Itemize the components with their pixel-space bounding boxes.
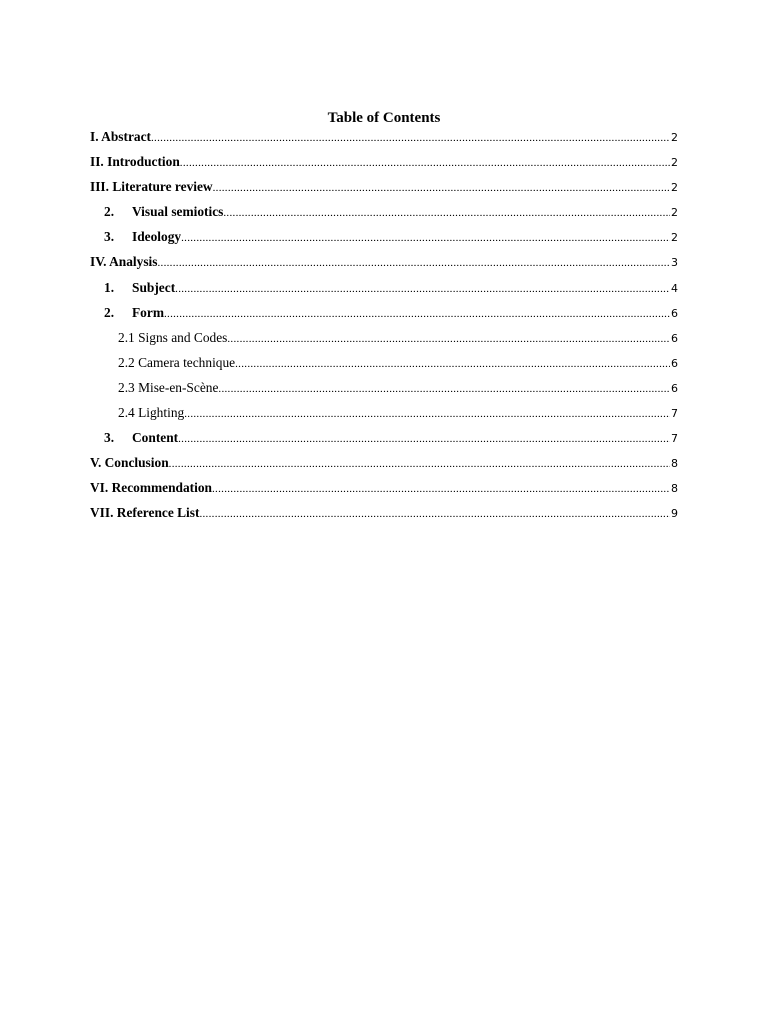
toc-entry-form[interactable] [90,303,678,328]
toc-page-number: 4 [671,281,678,295]
toc-entry-number: 3. [104,229,115,245]
toc-entry-text: V. Conclusion [90,455,169,471]
toc-entry-number: 2. [104,304,115,320]
toc-page-number: 3 [671,256,678,270]
toc-entry-text: II. Introduction [90,154,180,170]
toc-entry-number: 1. [104,279,115,295]
toc-page-number: 8 [671,457,678,471]
dot-leader [181,228,670,248]
toc-entry-text: Form [132,304,164,320]
toc-entry-abstract[interactable] [90,127,678,152]
dot-leader [184,404,670,424]
toc-entry-text: Subject [132,279,176,295]
toc-page-number: 9 [671,507,678,521]
toc-entry-content[interactable] [90,428,678,453]
toc-page-number: 6 [671,331,678,345]
toc-entry-lighting[interactable] [90,403,678,428]
toc-page-number: 7 [671,407,678,421]
toc-entry-text: IV. Analysis [90,254,158,270]
dot-leader [218,379,670,399]
toc-entry-text: 2.1 Signs and Codes [118,329,228,345]
toc-entry-text: I. Abstract [90,129,151,144]
toc-page-number: 7 [671,432,678,446]
toc-entry-camera-technique[interactable] [90,353,678,378]
toc-entry-text: Ideology [132,229,182,245]
toc-entry-text: Visual semiotics [132,204,224,220]
dot-leader [212,479,670,499]
dot-leader [169,454,670,474]
toc-entry-signs-and-codes[interactable] [90,328,678,353]
toc-page-number: 6 [671,381,678,395]
toc-title: Table of Contents [327,110,441,126]
toc-entry-recommendation[interactable] [90,478,678,503]
toc-entry-text: III. Literature review [90,179,213,195]
toc-page-number: 8 [671,482,678,496]
toc-entry-number: 3. [104,430,115,446]
toc-entry-reference-list[interactable] [90,503,678,528]
toc-entry-introduction[interactable] [90,152,678,177]
toc-entry-conclusion[interactable] [90,453,678,478]
dot-leader [175,279,670,299]
toc-entry-text: VII. Reference List [90,505,200,521]
dot-leader [180,153,670,173]
toc-page-number: 6 [671,306,678,320]
toc-entry-subject[interactable] [90,278,678,303]
dot-leader [199,504,670,524]
dot-leader [178,429,670,449]
toc-list [90,127,678,529]
toc-entry-text: VI. Recommendation [90,480,212,496]
toc-page-number: 2 [671,131,678,144]
toc-entry-text: 2.4 Lighting [118,405,185,421]
toc-entry-literature-review[interactable] [90,177,678,202]
dot-leader [157,253,670,273]
dot-leader [151,128,670,148]
toc-entry-number: 2. [104,204,115,220]
toc-page-number: 2 [671,156,678,170]
toc-entry-text: 2.3 Mise-en-Scène [118,379,219,395]
dot-leader [227,329,670,349]
toc-entry-text: Content [132,430,179,446]
dot-leader [223,203,670,223]
toc-entry-analysis[interactable] [90,252,678,277]
toc-entry-ideology[interactable] [90,227,678,252]
toc-page-number: 6 [671,356,678,370]
dot-leader [164,304,670,324]
toc-page-number: 2 [671,231,678,245]
dot-leader [213,178,670,198]
dot-leader [235,354,670,374]
toc-page-number: 2 [671,206,678,220]
toc-entry-visual-semiotics[interactable] [90,202,678,227]
toc-page-number: 2 [671,181,678,195]
toc-entry-mise-en-scene[interactable] [90,378,678,403]
toc-entry-text: 2.2 Camera technique [118,354,236,370]
